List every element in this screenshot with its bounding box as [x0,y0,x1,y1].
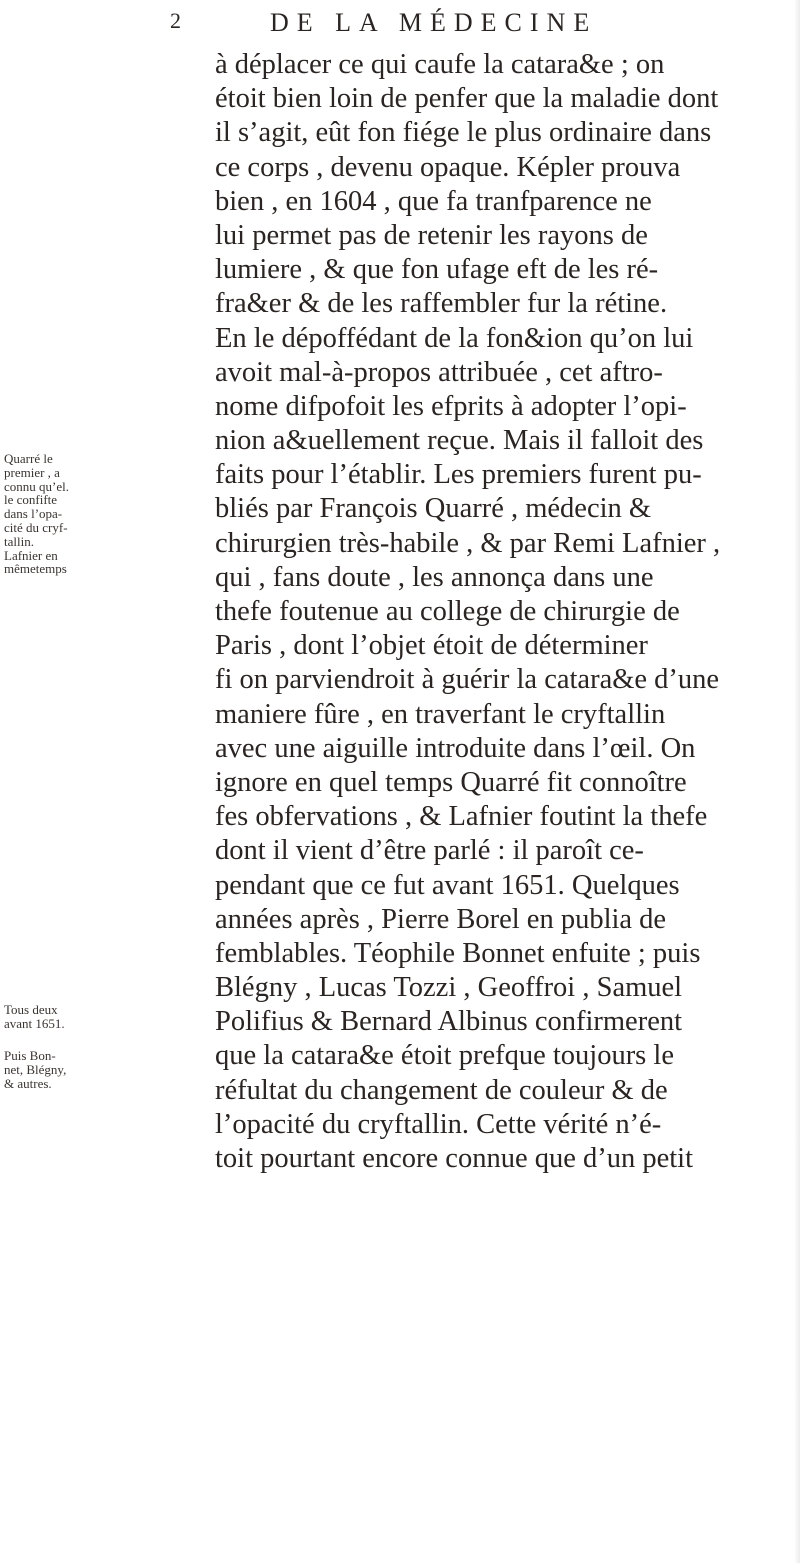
text-line: que la catara&e étoit prefque toujours le [215,1040,674,1072]
text-line: Paris , dont l’objet étoit de déterminer [215,630,648,662]
text-line: ignore en quel temps Quarré fit connoître [215,766,687,798]
text-line: Polifius & Bernard Albinus confirmerent [215,1006,683,1038]
text-line: chirurgien très-habile , & par Remi Lafnier , [215,527,721,559]
text-line: lumiere , & que fon ufage eft de les ré- [215,254,659,286]
body-text [215,48,765,1176]
text-line: bliés par François Quarré , médecin & [215,493,652,525]
text-line: maniere fûre , en traverfant le cryftallin [215,698,666,730]
running-title: DE LA MÉDECINE [270,8,598,37]
margin-note-line: Lafnier en [4,547,58,563]
text-line: fra&er & de les raffembler fur la rétine. [215,288,668,320]
text-line: il s’agit, eût fon fiége le plus ordinaire dans [215,117,712,149]
text-line: à déplacer ce qui caufe la catara&e ; on [215,49,665,80]
margin-note-puis-bonnet [4,1049,82,1090]
text-line: dont il vient d’être parlé : il paroît ce- [215,835,644,867]
margin-note-line: Tous deux [4,1002,58,1017]
text-line: ce corps , devenu opaque. Képler prouva [215,151,681,183]
margin-note-line: Puis Bon- [4,1048,56,1063]
margin-note-line: premier , a [4,464,60,480]
margin-note-line: connu qu’el. [4,478,69,494]
margin-note-line: le confifte [4,492,58,508]
text-line: femblables. Téophile Bonnet enfuite ; puis [215,937,701,969]
running-header [170,8,740,48]
text-line: toit pourtant encore connue que d’un petit [215,1143,694,1174]
text-line: lui permet pas de retenir les rayons de [215,219,648,251]
text-line: années après , Pierre Borel en publia de [215,903,667,935]
text-line: avoit mal-à-propos attribuée , cet aftro- [215,356,663,388]
text-line: réfultat du changement de couleur & de [215,1074,668,1106]
margin-note-quarre [4,452,82,576]
page-number: 2 [170,8,181,33]
margin-note-line: & autres. [4,1075,52,1091]
margin-note-line: net, Blégny, [4,1061,67,1077]
margin-note-line: dans l’opa- [4,506,63,522]
text-line: Blégny , Lucas Tozzi , Geoffroi , Samuel [215,972,683,1004]
text-line: fes obfervations , & Lafnier foutint la thefe [215,801,708,833]
page-edge [794,0,800,1563]
text-line: bien , en 1604 , que fa tranfparence ne [215,185,652,217]
text-line: nion a&uellement reçue. Mais il falloit des [215,425,704,457]
text-line: étoit bien loin de penfer que la maladie dont [215,83,719,115]
margin-note-line: avant 1651. [4,1015,65,1031]
text-line: qui , fans doute , les annonça dans une [215,561,654,593]
text-line: thefe foutenue au college de chirurgie de [215,596,680,627]
margin-note-line: tallin. [4,533,34,549]
text-line: pendant que ce fut avant 1651. Quelques [215,869,680,901]
margin-note-line: Quarré le [4,451,53,466]
margin-note-line: cité du cryf- [4,519,68,535]
margin-note-tous-deux [4,1003,82,1031]
margin-note-line: mêmetemps [4,561,67,577]
text-line: En le dépoffédant de la fon&ion qu’on lui [215,322,694,354]
text-line: nome difpofoit les efprits à adopter l’opi- [215,390,687,422]
text-line: fi on parviendroit à guérir la catara&e d’une [215,664,720,696]
text-line: faits pour l’établir. Les premiers furent pu- [215,459,702,491]
text-line: l’opacité du cryftallin. Cette vérité n’é- [215,1108,662,1140]
text-line: avec une aiguille introduite dans l’œil. On [215,732,696,764]
